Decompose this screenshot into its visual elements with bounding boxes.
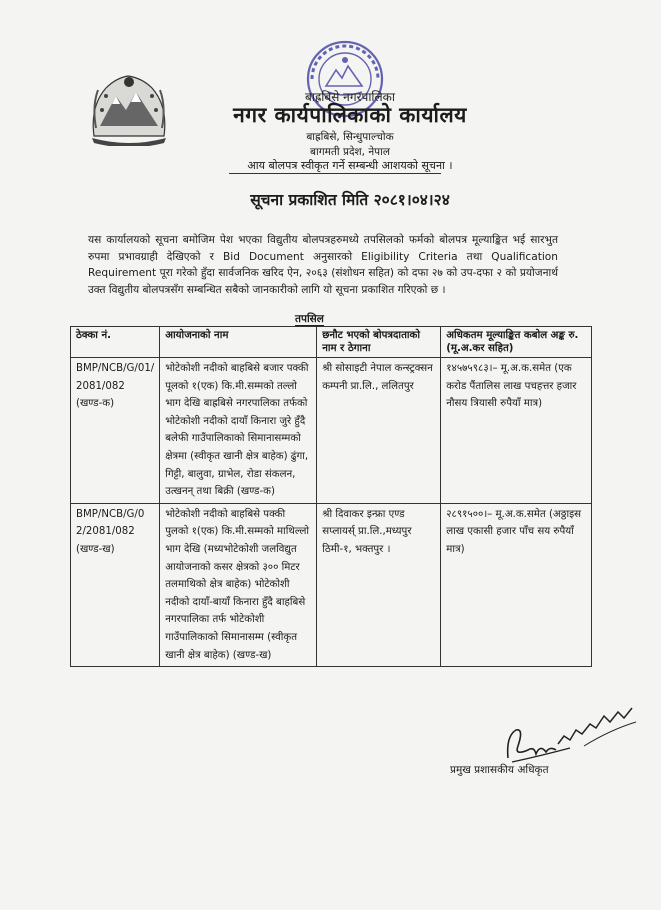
notice-subject: आय बोलपत्र स्वीकृत गर्ने सम्बन्धी आशयको सूचना । xyxy=(247,159,453,172)
header-bidder: छनौट भएको बोपत्रदाताको नाम र ठेगाना xyxy=(317,327,441,358)
table-caption: तपसिल xyxy=(295,313,324,325)
notice-body: यस कार्यालयको सूचना बमोजिम पेश भएका विद्युतीय बोलपत्रहरुमध्ये तपसिलको फर्मको बोलपत्र मूल्याङ्कित भई सारभुत रुपमा प्रभावग्राही देखिएको र Bid Document अनुसारको Eligibility Criteria तथा Qualification Requirement पूरा गरेको हुँदा सार्वजनिक खरिद ऐन, २०६३ (संशोधन सहित) को दफा २७ को उप-दफा २ को प्रयोजनार्थ उक्त विद्युतीय बोलपत्रसँग सम्बन्धित सबैको जानकारीको लागि यो सूचना प्रकाशित गरिएको छ । xyxy=(88,234,558,296)
award-table xyxy=(70,326,592,667)
cell-contract-no: BMP/NCB/G/0 2/2081/082 (खण्ड-ख) xyxy=(71,503,160,666)
office-province: बागमती प्रदेश, नेपाल xyxy=(310,146,390,158)
handwritten-signature-icon xyxy=(500,700,640,766)
office-address: बाह्रबिसे, सिन्धुपाल्चोक xyxy=(306,131,394,143)
cell-bidder: श्री सोसाइटी नेपाल कन्स्ट्रक्सन कम्पनी प्रा.लि., ललितपुर xyxy=(317,358,441,504)
subject-underline xyxy=(229,173,441,174)
cell-amount: १४५७५९८३।– मू.अ.क.समेत (एक करोड पैंतालिस लाख पचहत्तर हजार नौसय त्रियासी रुपैयाँ मात्र) xyxy=(441,358,592,504)
signatory-title: प्रमुख प्रशासकीय अधिकृत xyxy=(450,764,549,776)
header-contract-no: ठेक्का नं. xyxy=(71,327,160,358)
header-amount: अधिकतम मूल्याङ्कित कबोल अङ्क रु.(मू.अ.कर सहित) xyxy=(441,327,592,358)
table-header-row xyxy=(71,327,592,358)
publication-date: सूचना प्रकाशित मिति २०८१।०४।२४ xyxy=(250,191,450,209)
cell-bidder: श्री दिवाकर इन्फ्रा एण्ड सप्लायर्स् प्रा.लि.,मध्यपुर ठिमी-१, भक्तपुर । xyxy=(317,503,441,666)
cell-amount: २८९१५००।– मू.अ.क.समेत (अठ्ठाइस लाख एकासी हजार पाँच सय रुपैयाँ मात्र) xyxy=(441,503,592,666)
municipality-name: बाह्रबिसे नगरपालिका xyxy=(304,90,396,104)
header-project-name: आयोजनाको नाम xyxy=(160,327,317,358)
cell-project-name: भोटेकोशी नदीको बाहबिसे पक्की पुलको १(एक) कि.मी.सम्मको माथिल्लो भाग देखि (मध्यभोटेकोशी जलविद्युत आयोजनाको कसर क्षेत्रको ३०० मिटर तलमाथिको क्षेत्र बाहेक) भोटेकोशी नदीको दायाँ-बायाँ किनारा हुँदै बाहबिसे नगरपालिका तर्फ भोटेकोशी गाउँपालिकाको सिमानासम्म (स्वीकृत खानी क्षेत्र बाहेक) (खण्ड-ख) xyxy=(160,503,317,666)
cell-contract-no: BMP/NCB/G/01/ 2081/082 (खण्ड-क) xyxy=(71,358,160,504)
cell-project-name: भोटेकोशी नदीको बाहबिसे बजार पक्की पूलको १(एक) कि.मी.सम्मको तल्लो भाग देखि बाह्रबिसे नगरपालिका तर्फको भोटेकोशी नदीको दायाँ किनारा जुरे हुँदै बलेफी गाउँपालिकाको सिमानासम्मको क्षेत्रमा (स्वीकृत खानी क्षेत्र बाहेक) ढुंगा, गिट्टी, बालुवा, ग्राभेल, रोडा संकलन, उत्खनन् तथा बिक्री (खण्ड-क) xyxy=(160,358,317,504)
office-title: नगर कार्यपालिकाको कार्यालय xyxy=(233,103,467,127)
table-row xyxy=(71,503,592,666)
table-row xyxy=(71,358,592,504)
